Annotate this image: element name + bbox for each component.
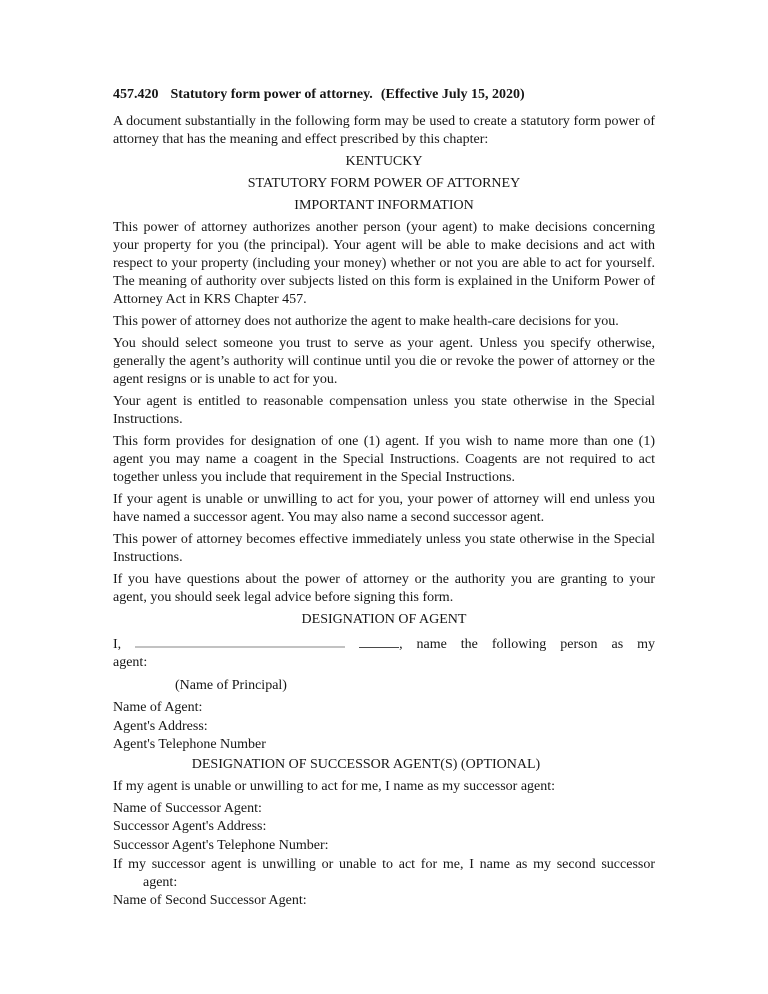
sentence-prefix: I, bbox=[113, 637, 122, 652]
field-agent-address: Agent's Address: bbox=[113, 718, 208, 734]
field-successor-address: Successor Agent's Address: bbox=[113, 819, 267, 834]
info-paragraph-compensation: Your agent is entitled to reasonable compensation unless you state otherwise in the Special Instructions. bbox=[113, 394, 655, 427]
statute-number: 457.420 bbox=[113, 87, 159, 102]
info-paragraph-effective: This power of attorney becomes effective immediately unless you state otherwise in the Special Instructions. bbox=[113, 532, 655, 565]
heading-designation-of-agent: DESIGNATION OF AGENT bbox=[301, 612, 467, 627]
info-paragraph-successor: If your agent is unable or unwilling to act for you, your power of attorney will end unless you have named a successor agent. You may also name a second successor agent. bbox=[113, 492, 655, 525]
info-paragraph-authority: This power of attorney authorizes another person (your agent) to make decisions concerning your property for you (the principal). Your agent will be able to make decisions and act with respect to your property (including your money) whether or not you are able to act for yourself. The meaning of authority over subjects listed on this form is explained in the Uniform Power of Attorney Act in KRS Chapter 457. bbox=[113, 220, 655, 307]
sentence-middle: , name the following person as my bbox=[399, 637, 655, 652]
info-paragraph-healthcare: This power of attorney does not authorize the agent to make health-care decisions for you. bbox=[113, 314, 619, 329]
name-of-principal-caption: (Name of Principal) bbox=[175, 678, 287, 693]
field-agent-telephone: Agent's Telephone Number bbox=[113, 737, 266, 752]
intro-paragraph: A document substantially in the following form may be used to create a statutory form power of attorney that has the meaning and effect prescribed by this chapter: bbox=[113, 114, 655, 147]
second-successor-intro-line1: If my successor agent is unwilling or unable to act for me, I name as my second successor bbox=[113, 857, 655, 872]
statute-title: Statutory form power of attorney. bbox=[170, 87, 373, 102]
agent-fields bbox=[113, 699, 655, 755]
statute-effective-date: (Effective July 15, 2020) bbox=[380, 87, 525, 102]
principal-sentence bbox=[113, 633, 655, 654]
field-second-successor-name: Name of Second Successor Agent: bbox=[113, 893, 307, 908]
info-paragraph-legal-advice: If you have questions about the power of attorney or the authority you are granting to your agent, you should seek legal advice before signing this form. bbox=[113, 572, 655, 605]
second-successor-intro-line2: agent: bbox=[143, 875, 178, 890]
successor-fields bbox=[113, 800, 655, 856]
info-paragraph-coagents: This form provides for designation of one (1) agent. If you wish to name more than one (1) agent you may name a coagent in the Special Instructions. Coagents are not required to act together unless you include that requirement in the Special Instructions. bbox=[113, 434, 655, 485]
field-successor-name: Name of Successor Agent: bbox=[113, 800, 262, 816]
field-name-of-agent: Name of Agent: bbox=[113, 700, 203, 715]
heading-designation-of-successor: DESIGNATION OF SUCCESSOR AGENT(S) (OPTIONAL) bbox=[191, 756, 541, 772]
heading-form-title: STATUTORY FORM POWER OF ATTORNEY bbox=[247, 176, 521, 191]
field-successor-telephone: Successor Agent's Telephone Number: bbox=[113, 837, 329, 853]
heading-important-information: IMPORTANT INFORMATION bbox=[294, 198, 474, 213]
heading-kentucky: KENTUCKY bbox=[345, 154, 423, 169]
info-paragraph-select-agent: You should select someone you trust to serve as your agent. Unless you specify otherwise, generally the agent’s authority will continue until you die or revoke the power of attorney or the agent resigns or is unable to act for you. bbox=[113, 336, 655, 387]
sentence-tail: agent: bbox=[113, 655, 148, 670]
statute-heading bbox=[113, 86, 655, 104]
successor-intro: If my agent is unable or unwilling to act for me, I name as my successor agent: bbox=[113, 778, 556, 794]
short-blank[interactable] bbox=[359, 634, 399, 648]
principal-name-blank[interactable] bbox=[135, 633, 345, 648]
